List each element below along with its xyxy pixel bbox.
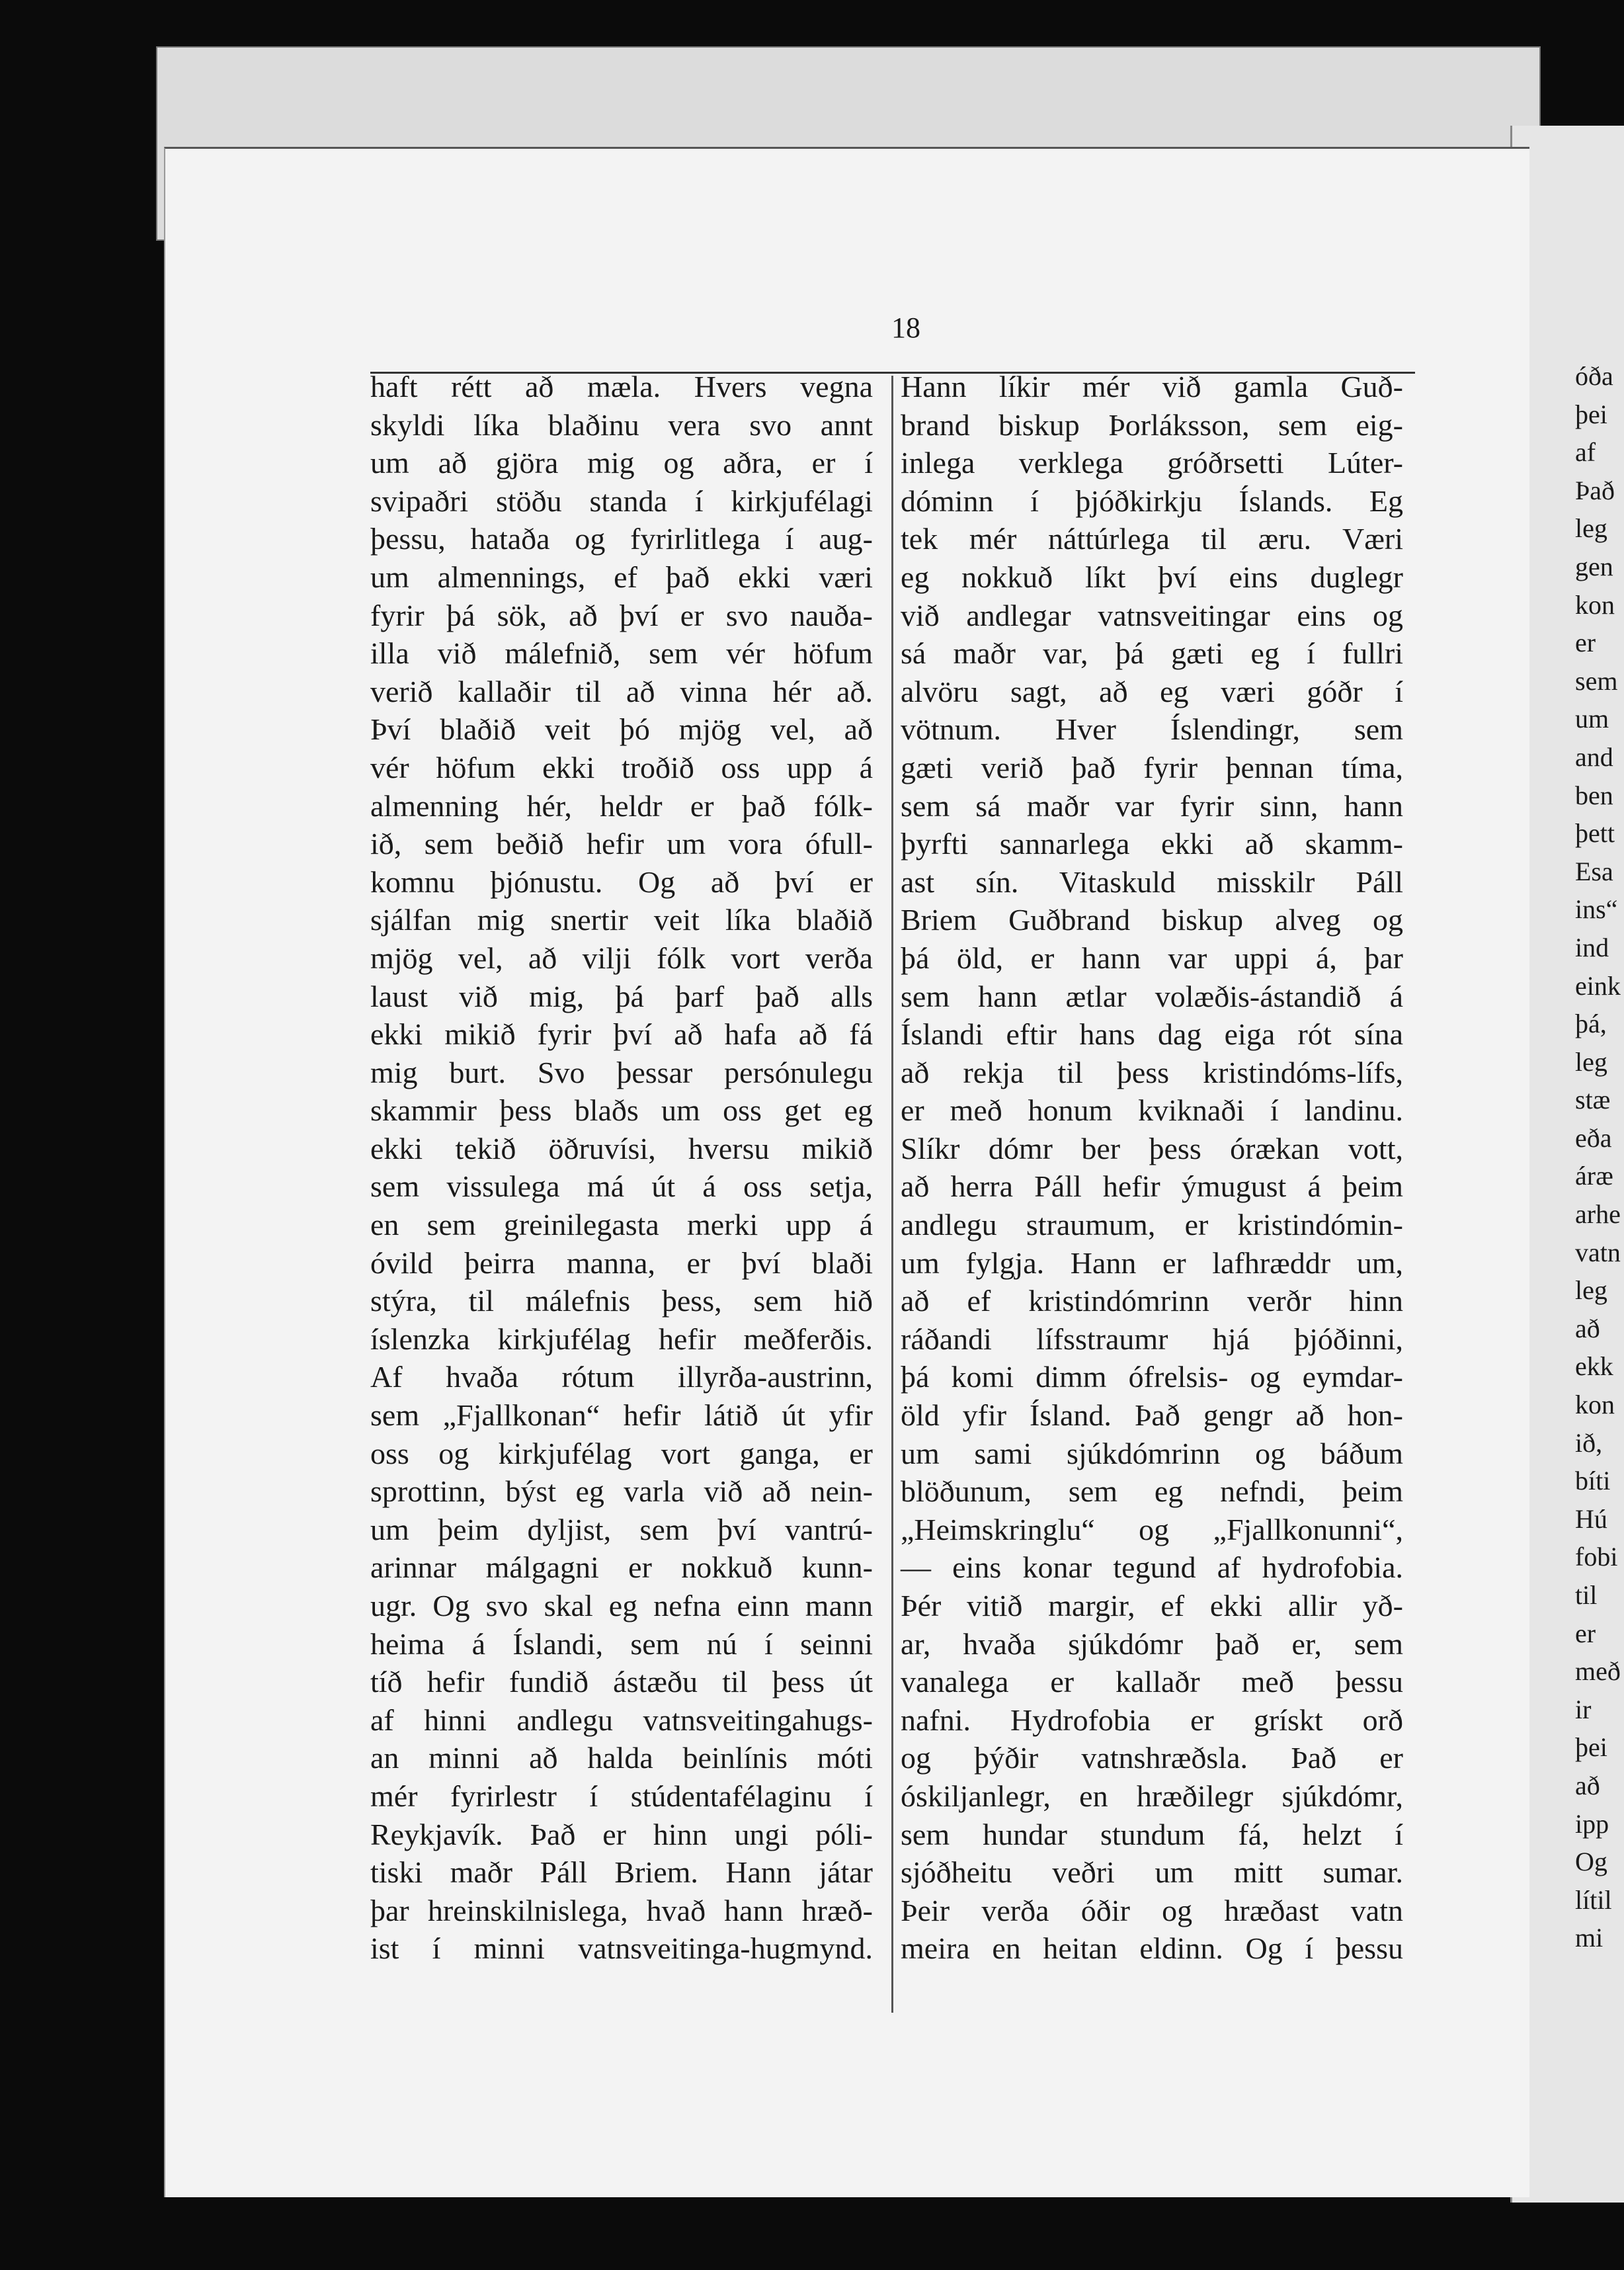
text-line: Slíkr dómr ber þess órækan vott, bbox=[901, 1131, 1403, 1165]
text-line: þar hreinskilnislega, hvað hann hræð- bbox=[370, 1893, 873, 1927]
text-line: mér fyrirlestr í stúdentafélaginu í bbox=[370, 1779, 873, 1813]
text-line: komnu þjónustu. Og að því er bbox=[370, 864, 873, 899]
text-line: af hinni andlegu vatnsveitingahugs- bbox=[370, 1702, 873, 1737]
fragment-line: bíti bbox=[1575, 1466, 1611, 1496]
text-line: sprottinn, býst eg varla við að nein- bbox=[370, 1474, 873, 1509]
text-line: an minni að halda beinlínis móti bbox=[370, 1741, 873, 1775]
text-line: en sem greinilegasta merki upp á bbox=[370, 1208, 873, 1242]
text-line: mjög vel, að vilji fólk vort verða bbox=[370, 941, 873, 975]
text-line: þá komi dimm ófrelsis- og eymdar- bbox=[901, 1360, 1403, 1394]
fragment-line: and bbox=[1575, 741, 1613, 772]
text-line: nafni. Hydrofobia er grískt orð bbox=[901, 1702, 1403, 1737]
fragment-line: þett bbox=[1575, 818, 1615, 849]
text-line: meira en heitan eldinn. Og í þessu bbox=[901, 1931, 1403, 1966]
text-line: ekki tekið öðruvísi, hversu mikið bbox=[370, 1131, 873, 1165]
text-line: sjálfan mig snertir veit líka blaðið bbox=[370, 903, 873, 937]
fragment-line: stæ bbox=[1575, 1085, 1611, 1115]
fragment-line: kon bbox=[1575, 589, 1615, 620]
fragment-line: ind bbox=[1575, 932, 1609, 962]
fragment-line: leg bbox=[1575, 1046, 1607, 1077]
text-line: skyldi líka blaðinu vera svo annt bbox=[370, 407, 873, 442]
fragment-line: leg bbox=[1575, 513, 1607, 544]
text-line: íslenzka kirkjufélag hefir meðferðis. bbox=[370, 1322, 873, 1356]
text-line: andlegu straumum, er kristindómin- bbox=[901, 1208, 1403, 1242]
text-line: Íslandi eftir hans dag eiga rót sína bbox=[901, 1017, 1403, 1052]
text-line: brand biskup Þorláksson, sem eig- bbox=[901, 407, 1403, 442]
fragment-line: fobi bbox=[1575, 1542, 1618, 1572]
fragment-line: arhe bbox=[1575, 1199, 1621, 1230]
fragment-line: ipp bbox=[1575, 1808, 1609, 1839]
text-line: og þýðir vatnshræðsla. Það er bbox=[901, 1741, 1403, 1775]
text-line: sem vissulega má út á oss setja, bbox=[370, 1169, 873, 1204]
fragment-line: eink bbox=[1575, 970, 1621, 1001]
text-line: vanalega er kallaðr með þessu bbox=[901, 1665, 1403, 1699]
fragment-line: ið, bbox=[1575, 1427, 1603, 1458]
fragment-line: Esa bbox=[1575, 856, 1613, 886]
text-line: Af hvaða rótum illyrða-austrinn, bbox=[370, 1360, 873, 1394]
text-line: að rekja til þess kristindóms-lífs, bbox=[901, 1055, 1403, 1089]
text-line: laust við mig, þá þarf það alls bbox=[370, 979, 873, 1013]
fragment-line: leg bbox=[1575, 1275, 1607, 1306]
text-line: ist í minni vatnsveitinga-hugmynd. bbox=[370, 1931, 873, 1966]
text-line: ugr. Og svo skal eg nefna einn mann bbox=[370, 1589, 873, 1622]
text-line: þá öld, er hann var uppi á, þar bbox=[901, 941, 1403, 975]
text-line: dóminn í þjóðkirkju Íslands. Eg bbox=[901, 483, 1403, 518]
text-line: sá maðr var, þá gæti eg í fullri bbox=[901, 636, 1403, 671]
page-number: 18 bbox=[891, 312, 920, 344]
text-line: Briem Guðbrand biskup alveg og bbox=[901, 903, 1403, 937]
text-line: að ef kristindómrinn verðr hinn bbox=[901, 1284, 1403, 1318]
text-line: heima á Íslandi, sem nú í seinni bbox=[370, 1626, 873, 1661]
text-line: um að gjöra mig og aðra, er í bbox=[370, 446, 873, 480]
text-line: — eins konar tegund af hydrofobia. bbox=[901, 1550, 1403, 1585]
text-line: eg nokkuð líkt því eins duglegr bbox=[901, 560, 1403, 594]
fragment-line: þei bbox=[1575, 1732, 1607, 1763]
text-line: arinnar málgagni er nokkuð kunn- bbox=[370, 1550, 873, 1585]
text-line: oss og kirkjufélag vort ganga, er bbox=[370, 1436, 873, 1470]
text-line: sem „Fjallkonan“ hefir látið út yfir bbox=[370, 1398, 873, 1433]
fragment-line: ben bbox=[1575, 780, 1613, 810]
fragment-line: kon bbox=[1575, 1390, 1615, 1420]
fragment-line: gen bbox=[1575, 551, 1613, 581]
fragment-line: mi bbox=[1575, 1923, 1604, 1953]
right-column bbox=[901, 368, 1403, 1968]
text-line: ast sín. Vitaskuld misskilr Páll bbox=[901, 864, 1403, 899]
text-line: tek mér náttúrlega til æru. Væri bbox=[901, 522, 1403, 556]
text-line: vér höfum ekki troðið oss upp á bbox=[370, 750, 873, 784]
text-line: um þeim dyljist, sem því vantrú- bbox=[370, 1512, 873, 1546]
text-line: Þeir verða óðir og hræðast vatn bbox=[901, 1893, 1403, 1927]
text-line: almenning hér, heldr er það fólk- bbox=[370, 788, 873, 823]
text-line: vötnum. Hver Íslendingr, sem bbox=[901, 712, 1403, 747]
fragment-line: eða bbox=[1575, 1122, 1612, 1153]
text-line: svipaðri stöðu standa í kirkjufélagi bbox=[370, 483, 873, 518]
fragment-line: vatn bbox=[1575, 1237, 1621, 1267]
fragment-line: af bbox=[1575, 437, 1596, 468]
text-line: sem hundar stundum fá, helzt í bbox=[901, 1817, 1403, 1851]
text-line: Hann líkir mér við gamla Guð- bbox=[901, 370, 1403, 403]
fragment-line: þá, bbox=[1575, 1009, 1607, 1039]
text-line: er með honum kviknaði í landinu. bbox=[901, 1093, 1403, 1128]
fragment-line: til bbox=[1575, 1580, 1598, 1610]
fragment-line: ins“ bbox=[1575, 894, 1618, 925]
text-line: óskiljanlegr, en hræðilegr sjúkdómr, bbox=[901, 1779, 1403, 1813]
text-line: illa við málefnið, sem vér höfum bbox=[370, 636, 873, 671]
text-line: sjóðheitu veðri um mitt sumar. bbox=[901, 1855, 1403, 1890]
fragment-line: er bbox=[1575, 628, 1596, 658]
fragment-line: um bbox=[1575, 704, 1609, 734]
fragment-line: að bbox=[1575, 1313, 1600, 1343]
text-line: skammir þess blaðs um oss get eg bbox=[370, 1093, 873, 1128]
fragment-line: með bbox=[1575, 1656, 1621, 1687]
fragment-line: þei bbox=[1575, 399, 1607, 429]
text-line: „Heimskringlu“ og „Fjallkonunni“, bbox=[901, 1512, 1403, 1546]
text-line: að herra Páll hefir ýmugust á þeim bbox=[901, 1169, 1403, 1204]
fragment-line: áræ bbox=[1575, 1161, 1613, 1191]
text-line: ar, hvaða sjúkdómr það er, sem bbox=[901, 1626, 1403, 1661]
fragment-line: ekk bbox=[1575, 1351, 1613, 1382]
column-divider bbox=[891, 376, 893, 2013]
text-line: haft rétt að mæla. Hvers vegna bbox=[370, 370, 873, 403]
text-line: Því blaðið veit þó mjög vel, að bbox=[370, 712, 873, 747]
text-line: ráðandi lífsstraumr hjá þjóðinni, bbox=[901, 1322, 1403, 1356]
fragment-line: óða bbox=[1575, 361, 1613, 391]
text-line: ekki mikið fyrir því að hafa að fá bbox=[370, 1017, 873, 1052]
text-line: stýra, til málefnis þess, sem hið bbox=[370, 1284, 873, 1318]
text-line: við andlegar vatnsveitingar eins og bbox=[901, 598, 1403, 632]
text-line: inlega verklega gróðrsetti Lúter- bbox=[901, 446, 1403, 480]
text-line: um fylgja. Hann er lafhræddr um, bbox=[901, 1245, 1403, 1280]
text-line: mig burt. Svo þessar persónulegu bbox=[370, 1055, 873, 1089]
fragment-line: Og bbox=[1575, 1847, 1607, 1877]
adjacent-page-text bbox=[1575, 357, 1624, 1957]
fragment-line: að bbox=[1575, 1770, 1600, 1800]
text-line: fyrir þá sök, að því er svo nauða- bbox=[370, 598, 873, 632]
left-column bbox=[370, 368, 873, 1968]
text-line: gæti verið það fyrir þennan tíma, bbox=[901, 750, 1403, 784]
text-line: um sami sjúkdómrinn og báðum bbox=[901, 1436, 1403, 1470]
text-line: Þér vitið margir, ef ekki allir yð- bbox=[901, 1589, 1403, 1622]
fragment-line: ir bbox=[1575, 1694, 1592, 1724]
text-line: þessu, hataða og fyrirlitlega í aug- bbox=[370, 522, 873, 556]
fragment-line: er bbox=[1575, 1618, 1596, 1648]
fragment-line: Það bbox=[1575, 475, 1615, 505]
fragment-line: lítil bbox=[1575, 1884, 1612, 1915]
fragment-line: sem bbox=[1575, 665, 1618, 696]
text-line: tiski maðr Páll Briem. Hann játar bbox=[370, 1855, 873, 1890]
text-line: ið, sem beðið hefir um vora ófull- bbox=[370, 827, 873, 861]
text-line: Reykjavík. Það er hinn ungi póli- bbox=[370, 1817, 873, 1851]
text-line: um almennings, ef það ekki væri bbox=[370, 560, 873, 594]
fragment-line: Hú bbox=[1575, 1503, 1607, 1534]
text-line: tíð hefir fundið ástæðu til þess út bbox=[370, 1665, 873, 1699]
text-line: sem sá maðr var fyrir sinn, hann bbox=[901, 788, 1403, 823]
text-line: óvild þeirra manna, er því blaði bbox=[370, 1245, 873, 1280]
text-line: blöðunum, sem eg nefndi, þeim bbox=[901, 1474, 1403, 1509]
text-line: verið kallaðir til að vinna hér að. bbox=[370, 674, 873, 708]
text-line: þyrfti sannarlega ekki að skamm- bbox=[901, 827, 1403, 861]
text-line: alvöru sagt, að eg væri góðr í bbox=[901, 674, 1403, 708]
text-line: sem hann ætlar volæðis-ástandið á bbox=[901, 979, 1403, 1013]
text-line: öld yfir Ísland. Það gengr að hon- bbox=[901, 1398, 1403, 1433]
